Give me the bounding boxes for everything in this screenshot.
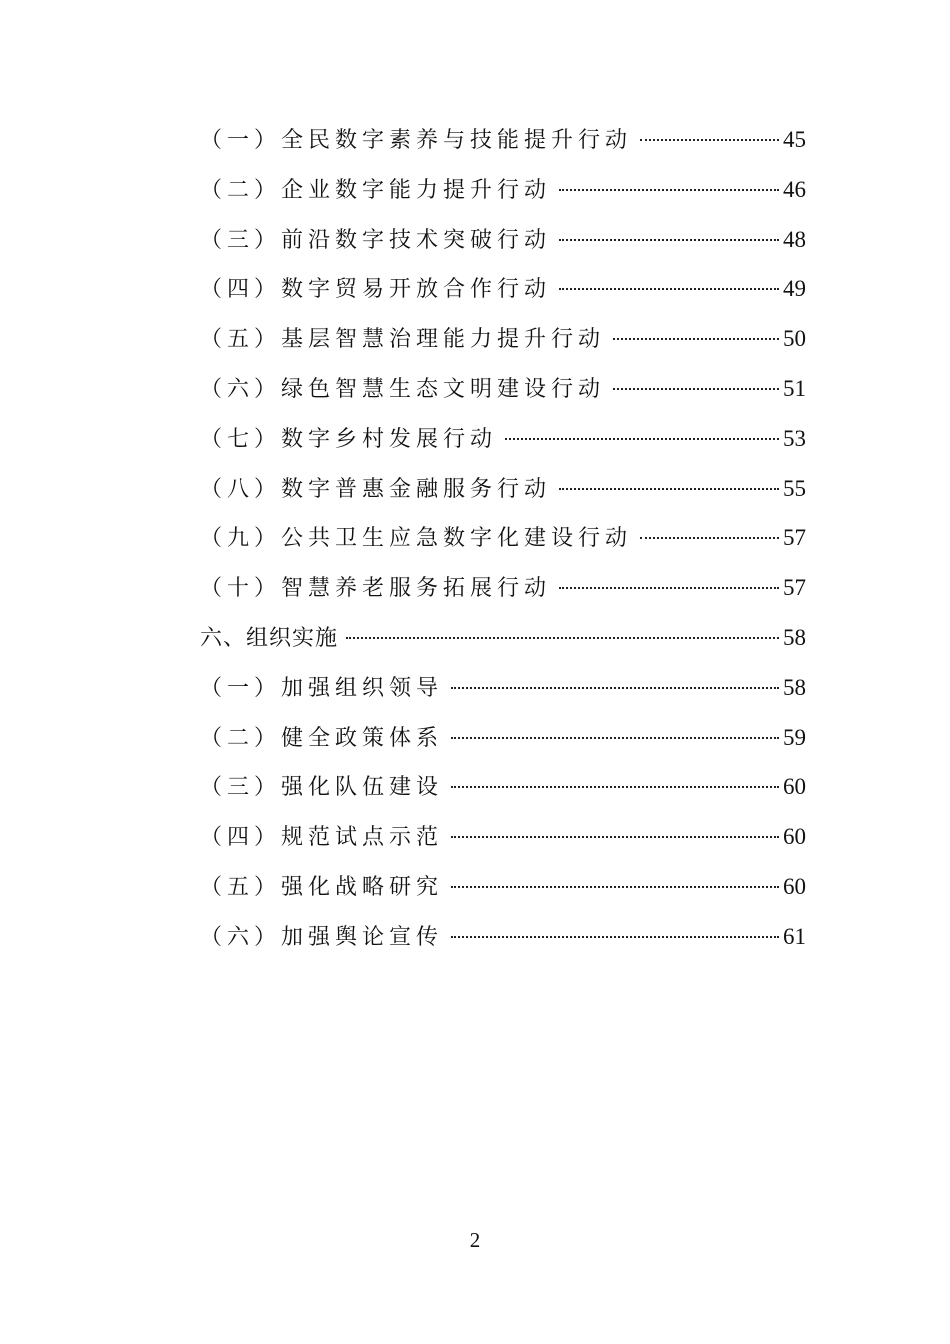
toc-entry-label: （五）基层智慧治理能力提升行动 xyxy=(200,327,606,353)
toc-entry-page: 46 xyxy=(783,176,806,202)
toc-entry-label: （四）规范试点示范 xyxy=(200,825,444,851)
dot-leader xyxy=(346,636,779,639)
dot-leader xyxy=(505,437,779,440)
toc-entry[interactable] xyxy=(200,317,806,367)
dot-leader xyxy=(613,337,779,340)
toc-entry[interactable] xyxy=(200,765,806,815)
toc-entry[interactable] xyxy=(200,716,806,766)
dot-leader xyxy=(559,287,779,290)
page-number: 2 xyxy=(469,1228,481,1252)
toc-entry-page: 59 xyxy=(783,724,806,750)
toc-section-entry[interactable] xyxy=(200,616,806,666)
toc-entry[interactable] xyxy=(200,467,806,517)
dot-leader xyxy=(451,935,779,938)
toc-entry-label: （六）加强舆论宣传 xyxy=(200,924,444,950)
toc-section-label: 六、组织实施 xyxy=(200,625,339,651)
toc-entry[interactable] xyxy=(200,915,806,965)
toc-entry-page: 51 xyxy=(783,375,806,401)
toc-entry-page: 53 xyxy=(783,425,806,451)
dot-leader xyxy=(559,586,779,589)
toc-entry-label: （一）加强组织领导 xyxy=(200,675,444,701)
dot-leader xyxy=(451,785,779,788)
toc-entry-label: （二）健全政策体系 xyxy=(200,725,444,751)
toc-entry[interactable] xyxy=(200,118,806,168)
toc-entry-label: （三）前沿数字技术突破行动 xyxy=(200,227,552,253)
toc-entry-label: （六）绿色智慧生态文明建设行动 xyxy=(200,376,606,402)
toc-entry[interactable] xyxy=(200,865,806,915)
toc-entry-label: （七）数字乡村发展行动 xyxy=(200,426,498,452)
toc-entry-label: （四）数字贸易开放合作行动 xyxy=(200,277,552,303)
dot-leader xyxy=(451,686,779,689)
dot-leader xyxy=(640,138,779,141)
toc-entry[interactable] xyxy=(200,168,806,218)
toc-entry-label: （三）强化队伍建设 xyxy=(200,775,444,801)
toc-entry-page: 61 xyxy=(783,923,806,949)
toc-entry[interactable] xyxy=(200,815,806,865)
toc-entry-page: 55 xyxy=(783,475,806,501)
dot-leader xyxy=(559,487,779,490)
toc-entry-page: 49 xyxy=(783,276,806,302)
dot-leader xyxy=(559,238,779,241)
toc-entry[interactable] xyxy=(200,417,806,467)
toc-entry-page: 50 xyxy=(783,326,806,352)
dot-leader xyxy=(451,885,779,888)
toc-entry-page: 58 xyxy=(783,624,806,650)
toc-entry-label: （二）企业数字能力提升行动 xyxy=(200,177,552,203)
table-of-contents xyxy=(200,118,806,965)
toc-entry-page: 60 xyxy=(783,824,806,850)
dot-leader xyxy=(451,835,779,838)
toc-entry-page: 58 xyxy=(783,674,806,700)
toc-entry-page: 57 xyxy=(783,525,806,551)
toc-entry[interactable] xyxy=(200,267,806,317)
toc-entry[interactable] xyxy=(200,218,806,268)
dot-leader xyxy=(613,387,779,390)
toc-entry-label: （九）公共卫生应急数字化建设行动 xyxy=(200,526,633,552)
toc-entry-page: 48 xyxy=(783,226,806,252)
toc-entry[interactable] xyxy=(200,516,806,566)
toc-entry-page: 60 xyxy=(783,774,806,800)
toc-entry-page: 57 xyxy=(783,575,806,601)
dot-leader xyxy=(451,736,779,739)
toc-entry-label: （五）强化战略研究 xyxy=(200,874,444,900)
dot-leader xyxy=(640,536,779,539)
toc-entry-label: （十）智慧养老服务拓展行动 xyxy=(200,576,552,602)
dot-leader xyxy=(559,188,779,191)
toc-entry[interactable] xyxy=(200,666,806,716)
toc-entry-page: 45 xyxy=(783,127,806,152)
toc-entry-label: （八）数字普惠金融服务行动 xyxy=(200,476,552,502)
toc-entry[interactable] xyxy=(200,566,806,616)
toc-entry-label: （一）全民数字素养与技能提升行动 xyxy=(200,128,633,153)
toc-entry[interactable] xyxy=(200,367,806,417)
toc-entry-page: 60 xyxy=(783,873,806,899)
